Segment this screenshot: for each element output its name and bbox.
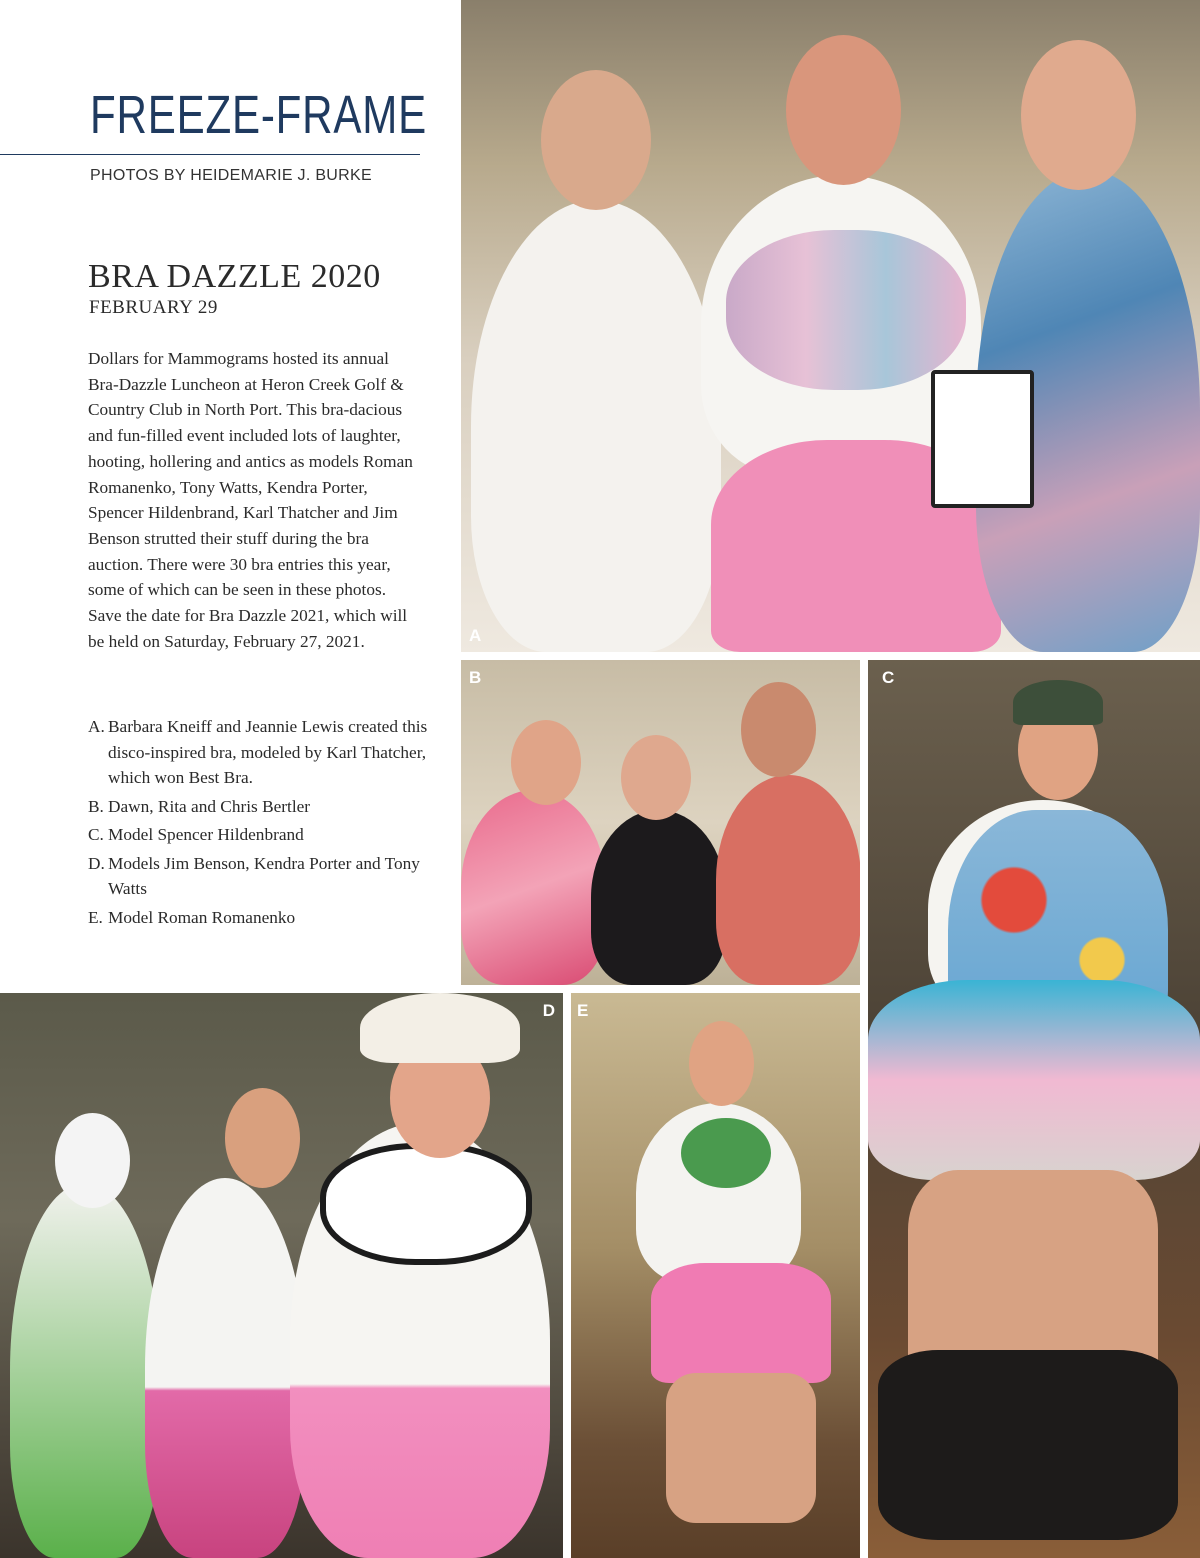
caption-item: [88, 714, 433, 791]
camo-cap: [1013, 680, 1103, 725]
blue-tutu: [868, 980, 1200, 1180]
person-head: [541, 70, 651, 210]
award-plaque: [931, 370, 1034, 508]
caption-item: [88, 851, 433, 902]
person-figure: [716, 775, 860, 985]
caption-text: Model Spencer Hildenbrand: [108, 825, 304, 844]
person-head: [55, 1113, 130, 1208]
photo-a: [461, 0, 1200, 652]
person-head: [511, 720, 581, 805]
photo-label: E: [577, 1001, 589, 1020]
photo-c: [868, 660, 1200, 1558]
person-head: [689, 1021, 754, 1106]
caption-item: [88, 905, 433, 931]
photo-label: B: [469, 668, 482, 687]
caption-letter: E.: [88, 907, 103, 927]
title-divider: [0, 154, 420, 155]
person-figure: [591, 810, 726, 985]
person-head: [741, 682, 816, 777]
caption-letter: A.: [88, 717, 105, 736]
photo-captions: [88, 714, 433, 933]
event-title: BRA DAZZLE 2020: [88, 258, 381, 295]
turtle-print: [681, 1118, 771, 1188]
photo-label: C: [882, 668, 895, 687]
photo-credit: PHOTOS BY HEIDEMARIE J. BURKE: [90, 167, 372, 184]
person-head: [225, 1088, 300, 1188]
person-head: [621, 735, 691, 820]
white-bra: [320, 1143, 532, 1265]
person-head: [1021, 40, 1136, 190]
sequin-bra: [726, 230, 966, 390]
caption-item: [88, 794, 433, 820]
caption-text: Dawn, Rita and Chris Bertler: [108, 796, 311, 816]
person-legs: [666, 1373, 816, 1523]
photo-d: [0, 993, 563, 1558]
sun-hat: [360, 993, 520, 1063]
caption-letter: C.: [88, 825, 104, 844]
caption-letter: D.: [88, 853, 105, 873]
photo-label: A: [469, 626, 482, 645]
caption-text: Barbara Kneiff and Jeannie Lewis created this disco-inspired bra, modeled by Karl Thatcher, which won Best Bra.: [108, 717, 428, 787]
photo-e: [571, 993, 860, 1558]
caption-text: Models Jim Benson, Kendra Porter and Tony Watts: [108, 853, 420, 898]
photo-b: [461, 660, 860, 985]
person-figure: [10, 1183, 160, 1558]
caption-text: Model Roman Romanenko: [108, 907, 296, 927]
person-figure: [461, 790, 606, 985]
caption-letter: B.: [88, 796, 104, 816]
photo-label: D: [542, 1001, 555, 1020]
article-body: Dollars for Mammograms hosted its annual Bra-Dazzle Luncheon at Heron Creek Golf & Country Club in North Port. This bra-dacious and fun-filled event included lots of laughter, hooting, hollering and antics as models Roman Romanenko, Tony Watts, Kendra Porter, Spencer Hildenbrand, Karl Thatcher and Jim Benson strutted their stuff during the bra auction. There were 30 bra entries this year, some of which can be seen in these photos. Save the date for Bra Dazzle 2021, which will be held on Saturday, February 27, 2021.: [88, 349, 413, 651]
caption-item: [88, 822, 433, 848]
person-figure: [471, 200, 721, 652]
person-head: [786, 35, 901, 185]
section-title: FREEZE-FRAME: [90, 85, 427, 145]
pink-tutu: [651, 1263, 831, 1383]
event-date: FEBRUARY 29: [89, 297, 218, 318]
cowboy-boots: [878, 1350, 1178, 1540]
person-figure: [145, 1178, 305, 1558]
